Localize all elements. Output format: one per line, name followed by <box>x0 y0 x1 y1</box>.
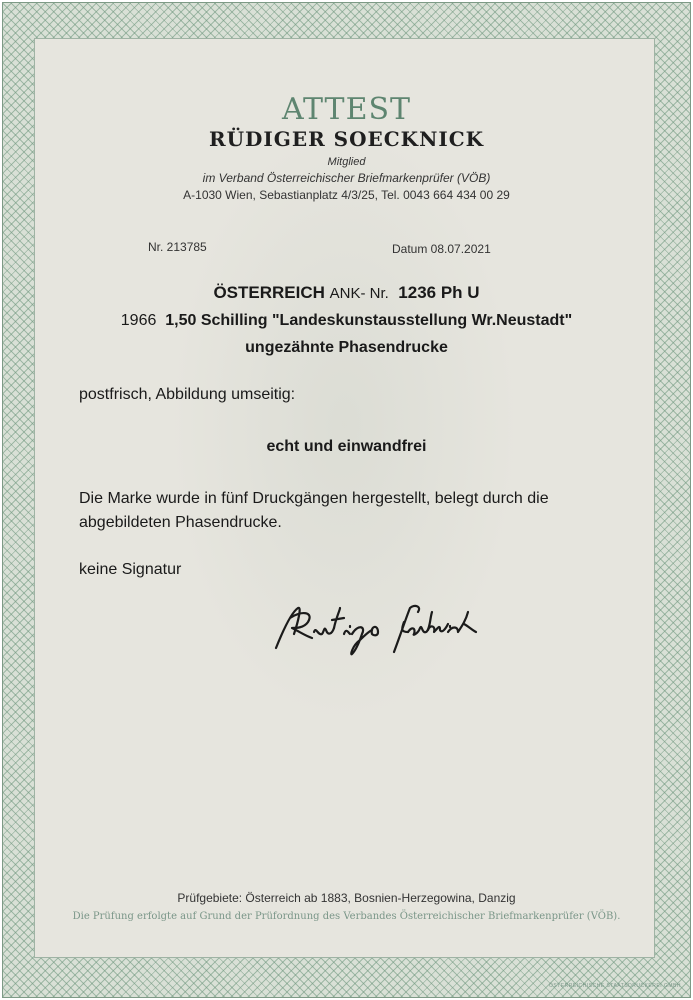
country-line <box>0 283 693 303</box>
expertise-fields: Prüfgebiete: Österreich ab 1883, Bosnien-Herzegowina, Danzig <box>177 891 516 905</box>
catalog-prefix: ANK- Nr. <box>329 285 389 302</box>
certificate-date: Datum 08.07.2021 <box>392 242 491 256</box>
stamp-description: 1,50 Schilling "Landeskunstausstellung Wr.Neustadt" <box>165 312 573 329</box>
verdict-text: echt und einwandfrei <box>266 438 427 455</box>
country-name: ÖSTERREICH <box>213 283 325 302</box>
membership-label: Mitglied <box>327 156 366 168</box>
variety-line: ungezähnte Phasendrucke <box>245 339 448 356</box>
expert-address: A-1030 Wien, Sebastianplatz 4/3/25, Tel. 0043 664 434 00 29 <box>183 188 510 202</box>
stamp-line <box>0 312 693 330</box>
certificate-title: ATTEST <box>281 92 412 127</box>
association-name: im Verband Österreichischer Briefmarkenprüfer (VÖB) <box>202 171 491 185</box>
legal-note: Die Prüfung erfolgte auf Grund der Prüfordnung des Verbandes Österreichischer Briefmarkenprüfer (VÖB). <box>72 911 621 922</box>
issue-year: 1966 <box>120 312 157 329</box>
handwritten-signature <box>268 598 488 658</box>
certificate-number: Nr. 213785 <box>148 240 207 254</box>
remark-text: Die Marke wurde in fünf Druckgängen hergestellt, belegt durch die abgebildeten Phasendrucke. <box>79 490 549 531</box>
expert-name: RÜDIGER SOECKNICK <box>208 127 485 151</box>
signature-note: keine Signatur <box>79 561 182 578</box>
printer-imprint: ÖSTERREICHISCHE STAATSDRUCKEREI GMBH <box>549 983 681 989</box>
condition-text: postfrisch, Abbildung umseitig: <box>79 386 296 403</box>
catalog-number: 1236 Ph U <box>398 283 480 302</box>
